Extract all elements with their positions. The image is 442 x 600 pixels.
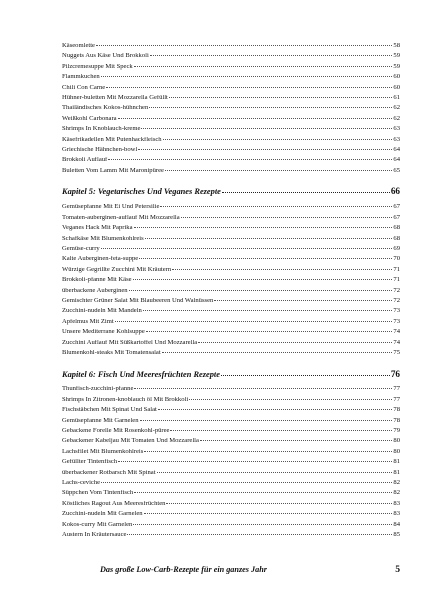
toc-entry[interactable] — [62, 116, 400, 126]
toc-entry[interactable] — [62, 64, 400, 74]
toc-entry-page: 82 — [393, 480, 400, 487]
dot-leader — [139, 258, 392, 259]
page-footer — [100, 564, 400, 575]
chapter-5-heading[interactable] — [62, 186, 400, 196]
toc-entry-title: Flammkuchen — [62, 74, 100, 81]
dot-leader — [150, 55, 393, 56]
toc-entry-title: Weißkohl Carbonara — [62, 115, 117, 122]
toc-entry-page: 62 — [393, 115, 400, 122]
toc-entry-page: 83 — [393, 500, 400, 507]
toc-entry-page: 80 — [393, 438, 400, 445]
toc-entry-title: Zucchini-nudeln Mit Garnelen — [62, 511, 143, 518]
toc-section-top — [62, 43, 400, 178]
toc-entry[interactable] — [62, 137, 400, 147]
toc-entry-title: Gemüsepfanne Mit Garnelen — [62, 417, 139, 424]
toc-entry[interactable] — [62, 53, 400, 63]
chapter-title: Kapitel 5: Vegetarisches Und Veganes Rezepte — [62, 187, 221, 197]
dot-leader — [222, 192, 390, 193]
dot-leader — [146, 331, 393, 332]
dot-leader — [200, 440, 392, 441]
toc-entry[interactable] — [62, 43, 400, 53]
toc-entry-page: 63 — [393, 136, 400, 143]
toc-entry[interactable] — [62, 532, 400, 542]
toc-entry-page: 58 — [393, 43, 400, 49]
toc-entry[interactable] — [62, 85, 400, 95]
footer-book-title: Das große Low-Carb-Rezepte für ein ganzes Jahr — [100, 565, 267, 574]
toc-entry[interactable] — [62, 350, 400, 360]
toc-entry-title: Thailändisches Kokos-hühnchen — [62, 105, 149, 112]
dot-leader — [181, 217, 393, 218]
toc-entry[interactable] — [62, 319, 400, 329]
toc-entry-page: 73 — [393, 318, 400, 325]
toc-entry-page: 59 — [393, 63, 400, 70]
toc-entry-title: Gemüse-curry — [62, 245, 100, 252]
toc-entry-title: Gemischter Grüner Salat Mit Blaubeeren Und Walnüssen — [62, 297, 214, 304]
dot-leader — [134, 492, 392, 493]
toc-entry-page: 72 — [393, 297, 400, 304]
chapter-title: Kapitel 6: Fisch Und Meeresfrüchten Rezepte — [62, 370, 220, 380]
toc-entry[interactable] — [62, 95, 400, 105]
toc-entry-page: 74 — [393, 329, 400, 336]
dot-leader — [108, 159, 392, 160]
dot-leader — [101, 248, 393, 249]
toc-entry-title: Lachs-ceviche — [62, 480, 101, 487]
toc-entry-title: Apfelmus Mit Zimt — [62, 318, 114, 325]
toc-entry-page: 74 — [393, 339, 400, 346]
toc-entry-title: Shrimps In Zitronen-knoblauch öl Mit Brokkoli — [62, 396, 189, 403]
toc-entry-page: 84 — [393, 521, 400, 528]
dot-leader — [221, 375, 390, 376]
toc-entry-title: Gebackener Kabeljau Mit Tomaten Und Mozzarella — [62, 438, 199, 445]
toc-entry-page: 77 — [393, 396, 400, 403]
dot-leader — [101, 482, 392, 483]
toc-entry-title: Würzige Gegrillte Zucchini Mit Kräutern — [62, 266, 172, 273]
toc-entry-page: 60 — [393, 84, 400, 91]
toc-entry-title: Käseomlette — [62, 43, 95, 49]
toc-section-chapter-5 — [62, 204, 400, 360]
dot-leader — [172, 269, 392, 270]
dot-leader — [158, 409, 393, 410]
toc-entry-title: Köstliches Ragout Aus Meeresfrüchten — [62, 500, 166, 507]
toc-entry-page: 67 — [393, 204, 400, 211]
toc-entry[interactable] — [62, 225, 400, 235]
toc-entry-page: 80 — [393, 448, 400, 455]
chapter-page: 66 — [390, 186, 400, 197]
toc-entry-title: Lachsfilet Mit Blumenkohlreis — [62, 448, 144, 455]
dot-leader — [118, 461, 392, 462]
toc-entry[interactable] — [62, 298, 400, 308]
dot-leader — [157, 472, 393, 473]
toc-entry-page: 81 — [393, 459, 400, 466]
toc-entry-page: 77 — [393, 386, 400, 393]
toc-entry-title: Schafkäse Mit Blumenkohlreis — [62, 235, 144, 242]
dot-leader — [133, 524, 392, 525]
toc-entry-title: überbackene Auberginen — [62, 287, 128, 294]
toc-entry[interactable] — [62, 126, 400, 136]
dot-leader — [149, 107, 392, 108]
toc-entry[interactable] — [62, 397, 400, 407]
toc-entry-page: 69 — [393, 245, 400, 252]
dot-leader — [165, 170, 392, 171]
toc-entry-page: 82 — [393, 490, 400, 497]
toc-entry-page: 85 — [393, 532, 400, 539]
toc-entry-title: Zucchini-nudeln Mit Mandeln — [62, 308, 142, 315]
toc-entry[interactable] — [62, 308, 400, 318]
toc-entry-title: Thunfisch-zucchini-pfanne — [62, 386, 134, 393]
dot-leader — [169, 97, 393, 98]
dot-leader — [140, 420, 393, 421]
toc-entry-page: 63 — [393, 126, 400, 133]
toc-entry-page: 64 — [393, 157, 400, 164]
toc-entry-title: Gebackene Forelle Mit Rosenkohl-püree — [62, 428, 170, 434]
toc-entry[interactable] — [62, 147, 400, 157]
toc-entry-page: 78 — [393, 407, 400, 414]
toc-entry-page: 72 — [393, 287, 400, 294]
dot-leader — [118, 118, 393, 119]
toc-entry-page: 79 — [393, 428, 400, 434]
dot-leader — [134, 227, 393, 228]
dot-leader — [160, 206, 392, 207]
toc-entry-title: Griechische Hähnchen-bowl — [62, 147, 138, 154]
dot-leader — [198, 342, 392, 343]
toc-entry-title: Veganes Hack Mit Paprika — [62, 225, 133, 232]
toc-entry[interactable] — [62, 449, 400, 459]
toc-entry[interactable] — [62, 105, 400, 115]
dot-leader — [189, 399, 392, 400]
chapter-6-heading[interactable] — [62, 369, 400, 379]
dot-leader — [127, 534, 392, 535]
toc-entry[interactable] — [62, 470, 400, 480]
toc-entry-page: 78 — [393, 417, 400, 424]
toc-entry[interactable] — [62, 340, 400, 350]
toc-entry-page: 71 — [393, 277, 400, 284]
toc-entry-title: Austern In Kräutersauce — [62, 532, 127, 539]
toc-entry[interactable] — [62, 438, 400, 448]
chapter-page: 76 — [390, 369, 400, 380]
toc-entry[interactable] — [62, 522, 400, 532]
toc-entry-title: Zucchini Auflauf Mit Süßkartoffel Und Mozzarella — [62, 339, 198, 346]
toc-entry-title: Süppchen Vom Tintenfisch — [62, 490, 134, 497]
toc-entry-page: 83 — [393, 511, 400, 518]
toc-entry[interactable] — [62, 74, 400, 84]
toc-entry[interactable] — [62, 288, 400, 298]
toc-entry-page: 64 — [393, 147, 400, 154]
toc-entry-title: überbackener Rotbarsch Mit Spinat — [62, 469, 156, 476]
dot-leader — [170, 430, 392, 431]
toc-entry-title: Gefüllter Tintenfisch — [62, 459, 118, 466]
toc-entry-title: Shrimps In Knoblauch-kreme — [62, 126, 141, 133]
toc-section-chapter-6 — [62, 386, 400, 542]
toc-entry[interactable] — [62, 480, 400, 490]
toc-entry[interactable] — [62, 329, 400, 339]
toc-entry-page: 65 — [393, 167, 400, 174]
toc-entry-page: 61 — [393, 95, 400, 102]
toc-entry-page: 60 — [393, 74, 400, 81]
toc-entry-page: 62 — [393, 105, 400, 112]
toc-entry-page: 59 — [393, 53, 400, 60]
toc-entry[interactable] — [62, 490, 400, 500]
toc-entry-title: Tomaten-auberginen-auflauf Mit Mozzarella — [62, 214, 180, 221]
toc-entry[interactable] — [62, 215, 400, 225]
toc-entry[interactable] — [62, 418, 400, 428]
toc-entry-page: 75 — [393, 349, 400, 356]
dot-leader — [144, 451, 392, 452]
toc-entry[interactable] — [62, 277, 400, 287]
toc-entry-page: 71 — [393, 266, 400, 273]
dot-leader — [144, 513, 393, 514]
toc-entry-title: Buletten Vom Lamm Mit Maronipüree — [62, 167, 164, 174]
toc-entry-title: Chili Con Carne — [62, 84, 106, 91]
toc-entry[interactable] — [62, 428, 400, 438]
dot-leader — [145, 238, 393, 239]
toc-entry[interactable] — [62, 501, 400, 511]
toc-entry-page: 73 — [393, 308, 400, 315]
dot-leader — [133, 279, 393, 280]
toc-entry-title: Pilzcremesuppe Mit Speck — [62, 63, 133, 70]
toc-entry[interactable] — [62, 267, 400, 277]
toc-entry[interactable] — [62, 386, 400, 396]
dot-leader — [214, 300, 392, 301]
toc-entry-page: 81 — [393, 469, 400, 476]
dot-leader — [141, 128, 392, 129]
toc-entry[interactable] — [62, 407, 400, 417]
dot-leader — [106, 87, 392, 88]
toc-entry-title: Brokkoli-pfanne Mit Käse — [62, 277, 132, 284]
toc-entry-page: 68 — [393, 235, 400, 242]
toc-entry-page: 68 — [393, 225, 400, 232]
toc-entry-title: Gemüsepfanne Mit Ei Und Petersilie — [62, 204, 160, 211]
dot-leader — [166, 503, 392, 504]
toc-entry-page: 70 — [393, 256, 400, 263]
dot-leader — [138, 149, 392, 150]
toc-entry[interactable] — [62, 204, 400, 214]
toc-entry[interactable] — [62, 256, 400, 266]
toc-entry[interactable] — [62, 157, 400, 167]
toc-entry-title: Blumenkohl-steaks Mit Tomatensalat — [62, 349, 161, 356]
table-of-contents — [62, 43, 400, 542]
dot-leader — [115, 321, 393, 322]
toc-entry-title: Kokos-curry Mit Garnelen — [62, 521, 133, 528]
dot-leader — [134, 388, 392, 389]
toc-entry-title: Hühner-buletten Mit Mozzarella Gefüllt — [62, 95, 168, 102]
dot-leader — [143, 310, 393, 311]
toc-entry[interactable] — [62, 511, 400, 521]
toc-entry[interactable] — [62, 168, 400, 178]
toc-entry[interactable] — [62, 236, 400, 246]
toc-entry-title: Nuggets Aus Käse Und Brokkoli — [62, 53, 149, 60]
toc-entry-title: Kalte Auberginen-feta-suppe — [62, 256, 139, 263]
toc-entry-title: Unsere Mediterrane Kohlsuppe — [62, 329, 145, 336]
toc-entry[interactable] — [62, 459, 400, 469]
toc-entry-page: 67 — [393, 214, 400, 221]
dot-leader — [101, 76, 393, 77]
dot-leader — [134, 66, 393, 67]
toc-entry-title: Brokkoli Auflauf — [62, 157, 108, 164]
dot-leader — [162, 352, 393, 353]
toc-entry-title: Käsefrikadellen Mit Putenhackfleisch — [62, 136, 162, 143]
toc-entry-title: Fischstäbchen Mit Spinat Und Salat — [62, 407, 157, 414]
dot-leader — [96, 45, 392, 46]
dot-leader — [129, 290, 393, 291]
footer-page-number: 5 — [395, 564, 400, 575]
toc-entry[interactable] — [62, 246, 400, 256]
dot-leader — [163, 139, 393, 140]
